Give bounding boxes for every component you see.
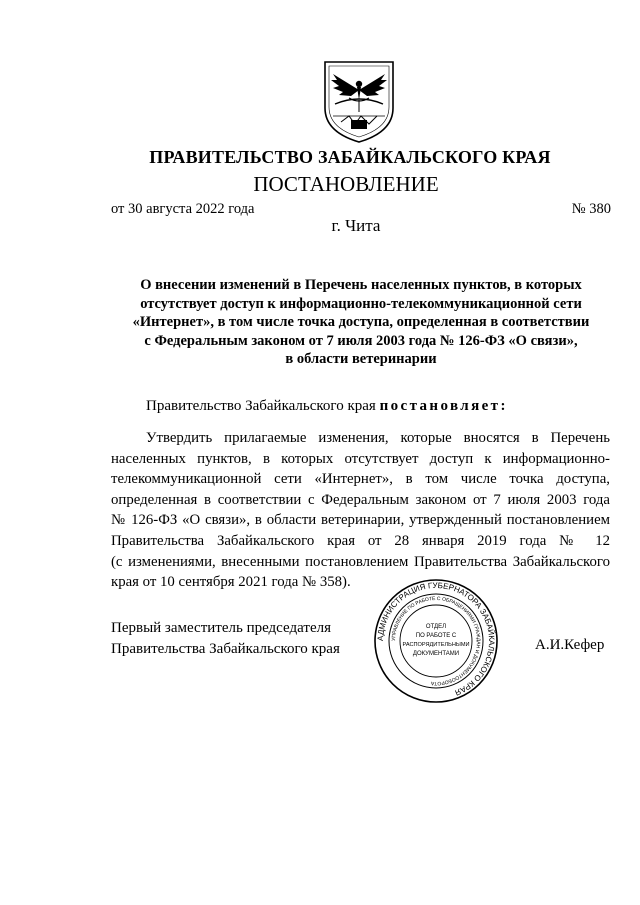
- document-title: [118, 276, 604, 369]
- signature-position-line: Правительства Забайкальского края: [111, 640, 340, 657]
- document-city: г. Чита: [331, 216, 381, 235]
- stamp-center-line: ДОКУМЕНТАМИ: [412, 651, 460, 657]
- body-line: телекоммуникационной сети «Интернет», в том числе точка доступа,: [111, 471, 610, 488]
- body-line: населенных пунктов, в которых отсутствует доступ к информационно-: [111, 450, 610, 467]
- title-line: в области ветеринарии: [285, 351, 437, 367]
- decree-word: постановляет:: [379, 398, 508, 414]
- stamp-center-line: ПО РАБОТЕ С: [415, 633, 457, 639]
- stamp-center-line: РАСПОРЯДИТЕЛЬНЫМИ: [402, 642, 470, 648]
- document-number: № 380: [571, 201, 611, 217]
- stamp-outer-ring-text: АДМИНИСТРАЦИЯ ГУБЕРНАТОРА ЗАБАЙКАЛЬСКОГО КРАЯ: [375, 580, 497, 698]
- signature-position: [111, 618, 340, 659]
- coat-of-arms-icon: [321, 60, 397, 144]
- official-stamp: [373, 578, 499, 704]
- body-line: (с изменениями, внесенными постановлением Правительства Забайкальского: [111, 553, 610, 570]
- organization-name: ПРАВИТЕЛЬСТВО ЗАБАЙКАЛЬСКОГО КРАЯ: [149, 147, 551, 167]
- document-date: от 30 августа 2022 года: [111, 201, 255, 217]
- body-line: Утвердить прилагаемые изменения, которые вносятся в Перечень: [146, 430, 610, 446]
- preamble-text: Правительство Забайкальского края: [146, 398, 376, 414]
- decree-body: [111, 428, 610, 593]
- body-line: Правительства Забайкальского края от 28 января 2019 года № 12: [111, 532, 610, 549]
- stamp-center-line: ОТДЕЛ: [425, 624, 447, 630]
- title-line: О внесении изменений в Перечень населенных пунктов, в которых: [140, 277, 582, 293]
- signature-position-line: Первый заместитель председателя: [111, 620, 331, 636]
- preamble: [146, 398, 508, 415]
- body-line: № 126-ФЗ «О связи», в области ветеринарии, утвержденный постановлением: [111, 512, 610, 529]
- title-line: с Федеральным законом от 7 июля 2003 года № 126-ФЗ «О связи»,: [144, 332, 578, 349]
- title-line: отсутствует доступ к информационно-телекоммуникационной сети: [140, 295, 582, 312]
- body-line: определенная в соответствии с Федеральным законом от 7 июля 2003 года: [111, 491, 610, 508]
- body-line: края от 10 сентября 2021 года № 358).: [111, 574, 351, 591]
- document-type: ПОСТАНОВЛЕНИЕ: [253, 172, 439, 196]
- title-line: «Интернет», в том числе точка доступа, определенная в соответствии: [132, 314, 590, 330]
- stamp-inner-ring-text: УПРАВЛЕНИЕ ПО РАБОТЕ С ОБРАЩЕНИЯМИ ГРАЖДАН И ДОКУМЕНТООБОРОТА: [390, 595, 482, 687]
- signer-name: А.И.Кефер: [535, 637, 605, 653]
